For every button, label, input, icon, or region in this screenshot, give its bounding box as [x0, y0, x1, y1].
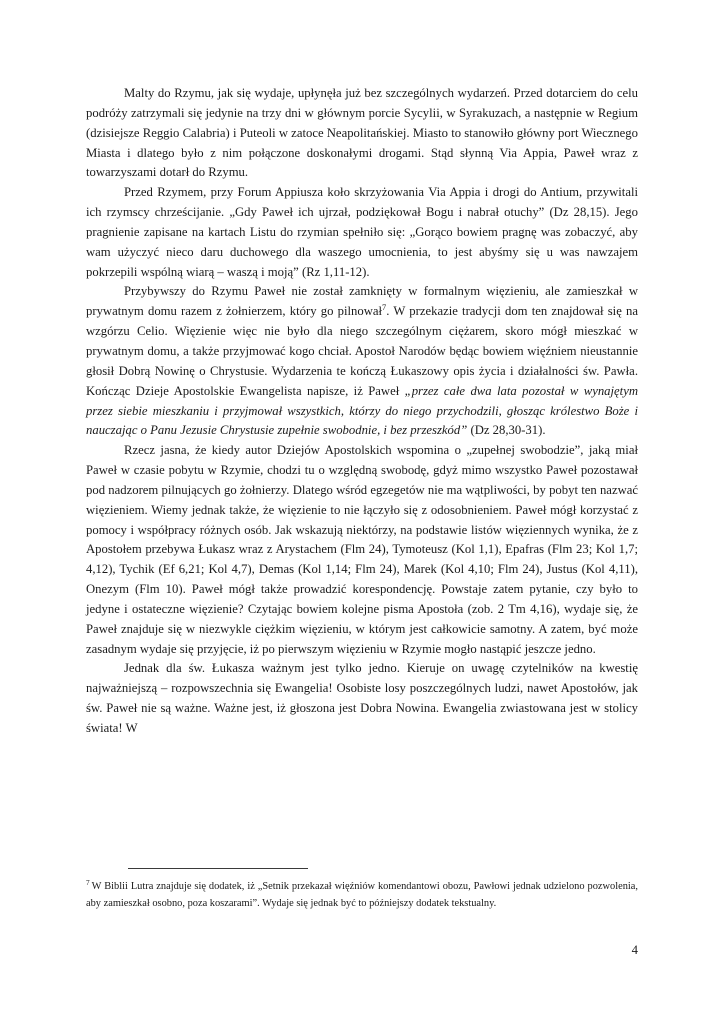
body-text-block [86, 84, 638, 739]
text-run: Rzecz jasna, że kiedy autor Dziejów Apostolskich wspomina o „zupełnej swobodzie”, jaką miał Paweł w czasie pobytu w Rzymie, chodzi tu o względną swobodę, gdyż mimo wszystko Paweł pozostawał pod nadzorem pilnujących go żołnierzy. Dlatego wśród egzegetów nie ma wątpliwości, by pobyt ten nazwać więzieniem. Wiemy jednak także, że więzienie to nie łączyło się z odosobnieniem. Paweł mógł korzystać z pomocy i współpracy różnych osób. Jak wskazują niektórzy, na podstawie listów więziennych wynika, że z Apostołem przebywa Łukasz wraz z Arystachem (Flm 24), Tymoteusz (Kol 1,1), Epafras (Flm 23; Kol 1,7; 4,12), Tychik (Ef 6,21; Kol 4,7), Demas (Kol 1,14; Flm 24), Marek (Kol 4,10; Flm 24), Justus (Kol 4,11), Onezym (Flm 10). Paweł mógł także prowadzić korespondencję. Powstaje zatem pytanie, czy było to jedyne i ostateczne więzienie? Czytając bowiem kolejne pisma Apostoła (zob. 2 Tm 4,16), wydaje się, że Paweł znajduje się w niezwykle ciężkim więzieniu, w którym jest całkowicie samotny. A zatem, być może zasadnym wydaje się przyjęcie, iż po pierwszym więzieniu w Rzymie mogło nastąpić jeszcze jedno. [86, 443, 638, 656]
page-number: 4 [631, 943, 638, 957]
footnote-area [86, 868, 638, 912]
text-run: . W przekazie tradycji dom ten znajdował się na wzgórzu Celio. Więzienie więc nie było dla niego szczególnym ciężarem, skoro mógł mieszkać w prywatnym domu, a także przyjmować kogo chciał. Apostoł Narodów będąc bowiem więźniem nieustannie głosił Dobrą Nowinę o Chrystusie. Wydarzenia te kończą Łukaszowy opis życia i działalności św. Pawła. Kończąc Dzieje Apostolskie Ewangelista napisze, iż Paweł [86, 304, 638, 398]
paragraph-2 [86, 183, 638, 282]
text-run: (Dz 28,30-31). [467, 423, 546, 438]
footnote-number: 7 [86, 878, 90, 887]
text-run: Malty do Rzymu, jak się wydaje, upłynęła już bez szczególnych wydarzeń. Przed dotarciem do celu podróży zatrzymali się jedynie na trzy dni w głównym porcie Sycylii, w Syrakuzach, a następnie w Regium (dzisiejsze Reggio Calabria) i Puteoli w zatoce Neapolitańskiej. Miasto to stanowiło główny port Wiecznego Miasta i dlatego było z nim połączone doskonałymi drogami. Stąd słynną Via Appia, Paweł wraz z towarzyszami dotarł do Rzymu. [86, 86, 638, 180]
paragraph-4 [86, 441, 638, 659]
paragraph-1 [86, 84, 638, 183]
paragraph-3 [86, 282, 638, 441]
paragraph-5 [86, 659, 638, 738]
text-run: Przed Rzymem, przy Forum Appiusza koło skrzyżowania Via Appia i drogi do Antium, przywitali ich rzymscy chrześcijanie. „Gdy Paweł ich ujrzał, podziękował Bogu i nabrał otuchy” (Dz 28,15). Jego pragnienie zapisane na kartach Listu do rzymian spełniło się: „Gorąco bowiem pragnę was zobaczyć, aby wam użyczyć nieco daru duchowego dla waszego umocnienia, to jest abyśmy się u was nawzajem pokrzepili wspólną wiarą – waszą i moją” (Rz 1,11-12). [86, 185, 638, 279]
footnote-entry [86, 879, 638, 912]
text-run: Jednak dla św. Łukasza ważnym jest tylko jedno. Kieruje on uwagę czytelników na kwestię najważniejszą – rozpowszechnia się Ewangelia! Osobiste losy poszczególnych ludzi, nawet Apostołów, jak św. Paweł nie są ważne. Ważne jest, iż głoszona jest Dobra Nowina. Ewangelia zwiastowana jest w stolicy świata! W [86, 661, 638, 735]
footnote-separator-rule [128, 868, 308, 869]
footnote-body-text: W Biblii Lutra znajduje się dodatek, iż „Setnik przekazał więźniów komendantowi obozu, Pawłowi jednak udzielono pozwolenia, aby zamieszkał osobno, poza koszarami”. Wydaje się jednak być to późniejszy dodatek tekstualny. [86, 881, 638, 909]
footnote-reference-marker[interactable]: 7 [382, 303, 387, 313]
text-run: Przybywszy do Rzymu Paweł nie został zamknięty w formalnym więzieniu, ale zamieszkał w prywatnym domu razem z żołnierzem, który go pilnował [86, 284, 638, 319]
italic-quotation: „przez całe dwa lata pozostał w wynajętym przez siebie mieszkaniu i przyjmował wszystkich, którzy do niego przychodzili, głosząc królestwo Boże i nauczając o Panu Jezusie Chrystusie zupełnie swobodnie, i bez przeszkód” [86, 383, 638, 438]
